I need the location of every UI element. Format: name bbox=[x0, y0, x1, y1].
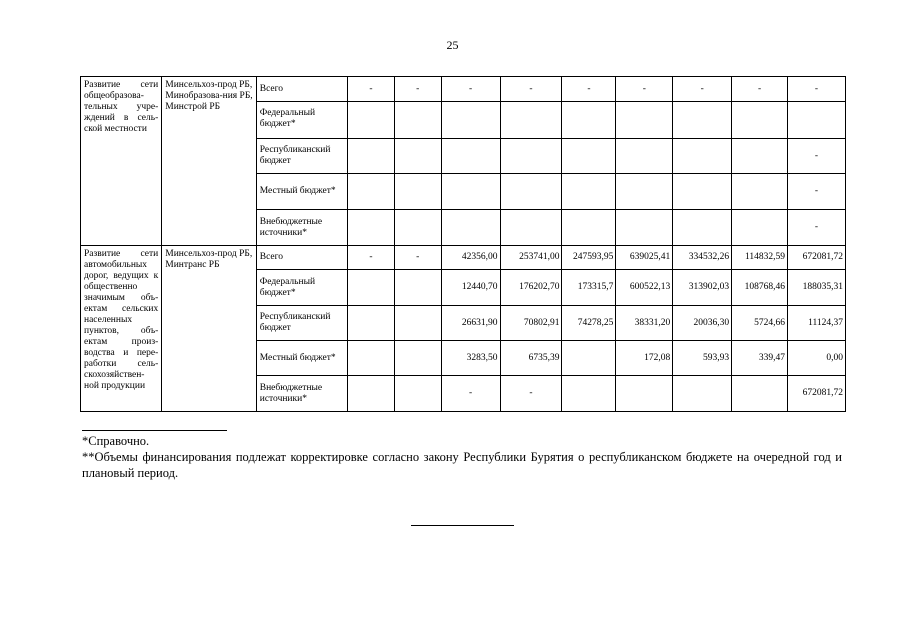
value-cell: 247593,95 bbox=[562, 246, 616, 270]
value-cell bbox=[562, 139, 616, 174]
value-cell bbox=[500, 102, 562, 139]
responsible-cell: Минсельхоз-прод РБ, Минобразова-ния РБ, Минстрой РБ bbox=[162, 77, 256, 246]
value-cell: 173315,7 bbox=[562, 270, 616, 306]
end-divider bbox=[411, 525, 514, 526]
value-cell bbox=[441, 102, 500, 139]
value-cell: - bbox=[441, 77, 500, 102]
value-cell: - bbox=[788, 77, 846, 102]
value-cell bbox=[616, 210, 673, 246]
value-cell: 5724,66 bbox=[732, 306, 788, 341]
value-cell bbox=[394, 210, 441, 246]
value-cell bbox=[500, 174, 562, 210]
source-cell: Местный бюджет* bbox=[256, 174, 347, 210]
table-row bbox=[81, 246, 846, 270]
value-cell bbox=[348, 210, 395, 246]
value-cell bbox=[562, 376, 616, 412]
program-name-cell: Развитие сети автомобильных дорог, ведущих к общественно значимым объ-ектам сельских населенных пунктов, объ-ектам произ-водства и пере-работки сель-скохозяйствен-ной продукции bbox=[81, 246, 162, 412]
value-cell bbox=[500, 139, 562, 174]
budget-table-body bbox=[81, 77, 846, 412]
value-cell bbox=[394, 376, 441, 412]
source-cell: Федеральный бюджет* bbox=[256, 270, 347, 306]
value-cell bbox=[500, 210, 562, 246]
value-cell: 3283,50 bbox=[441, 341, 500, 376]
value-cell bbox=[394, 341, 441, 376]
value-cell bbox=[348, 102, 395, 139]
value-cell bbox=[348, 306, 395, 341]
value-cell bbox=[441, 210, 500, 246]
value-cell: 639025,41 bbox=[616, 246, 673, 270]
value-cell: - bbox=[394, 77, 441, 102]
value-cell: - bbox=[500, 376, 562, 412]
value-cell bbox=[348, 139, 395, 174]
value-cell bbox=[732, 210, 788, 246]
value-cell bbox=[394, 270, 441, 306]
source-cell: Внебюджетные источники* bbox=[256, 376, 347, 412]
value-cell: 42356,00 bbox=[441, 246, 500, 270]
value-cell: 108768,46 bbox=[732, 270, 788, 306]
budget-table bbox=[80, 76, 846, 412]
value-cell: 172,08 bbox=[616, 341, 673, 376]
value-cell bbox=[732, 139, 788, 174]
source-cell: Республиканский бюджет bbox=[256, 139, 347, 174]
value-cell: - bbox=[732, 77, 788, 102]
value-cell bbox=[441, 139, 500, 174]
value-cell: - bbox=[788, 210, 846, 246]
source-cell: Местный бюджет* bbox=[256, 341, 347, 376]
value-cell: - bbox=[500, 77, 562, 102]
value-cell: 600522,13 bbox=[616, 270, 673, 306]
value-cell bbox=[673, 174, 732, 210]
value-cell bbox=[616, 174, 673, 210]
value-cell bbox=[348, 341, 395, 376]
value-cell: 26631,90 bbox=[441, 306, 500, 341]
value-cell: 11124,37 bbox=[788, 306, 846, 341]
value-cell: 593,93 bbox=[673, 341, 732, 376]
value-cell bbox=[616, 102, 673, 139]
value-cell bbox=[394, 139, 441, 174]
value-cell: 188035,31 bbox=[788, 270, 846, 306]
value-cell: 70802,91 bbox=[500, 306, 562, 341]
value-cell: 6735,39 bbox=[500, 341, 562, 376]
value-cell bbox=[562, 102, 616, 139]
value-cell bbox=[394, 306, 441, 341]
value-cell bbox=[616, 139, 673, 174]
value-cell bbox=[348, 174, 395, 210]
value-cell bbox=[348, 270, 395, 306]
value-cell: 114832,59 bbox=[732, 246, 788, 270]
value-cell: - bbox=[348, 246, 395, 270]
value-cell: 38331,20 bbox=[616, 306, 673, 341]
value-cell bbox=[562, 174, 616, 210]
footnote-divider bbox=[82, 430, 227, 431]
value-cell: 334532,26 bbox=[673, 246, 732, 270]
value-cell bbox=[673, 102, 732, 139]
value-cell: 0,00 bbox=[788, 341, 846, 376]
value-cell: 672081,72 bbox=[788, 376, 846, 412]
program-name-cell: Развитие сети общеобразова-тельных учре-ждений в сель-ской местности bbox=[81, 77, 162, 246]
table-row bbox=[81, 77, 846, 102]
value-cell bbox=[732, 174, 788, 210]
value-cell bbox=[348, 376, 395, 412]
value-cell: - bbox=[348, 77, 395, 102]
value-cell: 339,47 bbox=[732, 341, 788, 376]
value-cell: 12440,70 bbox=[441, 270, 500, 306]
value-cell: 672081,72 bbox=[788, 246, 846, 270]
footnote-reference: *Справочно. bbox=[82, 434, 150, 448]
value-cell: - bbox=[616, 77, 673, 102]
value-cell: 253741,00 bbox=[500, 246, 562, 270]
footnotes bbox=[82, 433, 842, 481]
value-cell bbox=[732, 102, 788, 139]
value-cell: - bbox=[788, 139, 846, 174]
source-cell: Внебюджетные источники* bbox=[256, 210, 347, 246]
value-cell bbox=[673, 139, 732, 174]
responsible-cell: Минсельхоз-прод РБ, Минтранс РБ bbox=[162, 246, 256, 412]
footnote-financing: **Объемы финансирования подлежат корректировке согласно закону Республики Бурятия о республиканском бюджете на очередной год и плановый период. bbox=[82, 450, 842, 480]
value-cell bbox=[562, 341, 616, 376]
source-cell: Всего bbox=[256, 246, 347, 270]
value-cell bbox=[673, 376, 732, 412]
value-cell bbox=[616, 376, 673, 412]
value-cell bbox=[673, 210, 732, 246]
source-cell: Федеральный бюджет* bbox=[256, 102, 347, 139]
value-cell bbox=[732, 376, 788, 412]
value-cell bbox=[394, 102, 441, 139]
source-cell: Всего bbox=[256, 77, 347, 102]
value-cell bbox=[394, 174, 441, 210]
page-number: 25 bbox=[446, 38, 459, 52]
value-cell: - bbox=[562, 77, 616, 102]
value-cell bbox=[562, 210, 616, 246]
value-cell: - bbox=[788, 174, 846, 210]
value-cell: 20036,30 bbox=[673, 306, 732, 341]
value-cell: 176202,70 bbox=[500, 270, 562, 306]
source-cell: Республиканский бюджет bbox=[256, 306, 347, 341]
value-cell: 313902,03 bbox=[673, 270, 732, 306]
value-cell: - bbox=[673, 77, 732, 102]
value-cell: 74278,25 bbox=[562, 306, 616, 341]
value-cell: - bbox=[394, 246, 441, 270]
value-cell bbox=[441, 174, 500, 210]
value-cell bbox=[788, 102, 846, 139]
value-cell: - bbox=[441, 376, 500, 412]
